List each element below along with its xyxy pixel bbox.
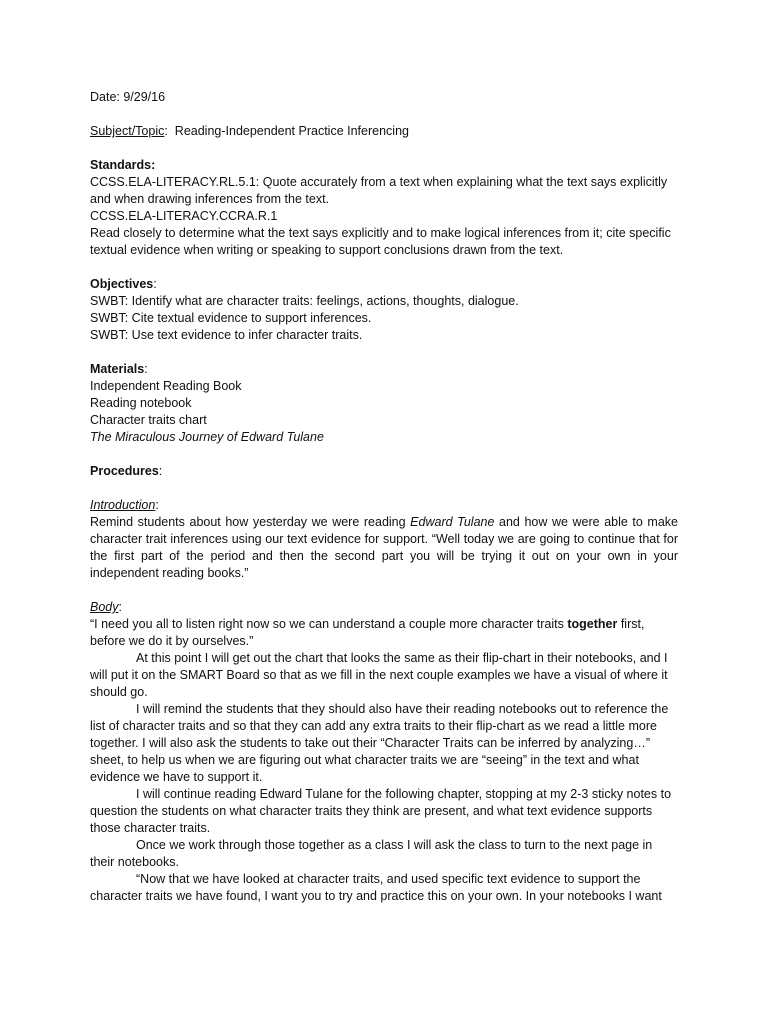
- body-paragraph: I will remind the students that they should also have their reading notebooks out to reference the list of character traits and so that they can add any extra traits to their flip-chart as we read a little more together. I will also ask the students to take out their “Character Traits can be inferred by analyzing…” sheet, to help us when we are figuring out what character traits we are “seeing” in the text and what evidence we have to support it.: [90, 702, 669, 784]
- body-label: Body: [90, 600, 119, 614]
- body-paragraph: I will continue reading Edward Tulane for the following chapter, stopping at my 2-3 sticky notes to question the students on what character traits they think are present, and what text evidence supports those character traits.: [90, 787, 672, 835]
- materials-heading: Materials: [90, 362, 145, 376]
- standards-line: CCSS.ELA-LITERACY.CCRA.R.1: [90, 209, 278, 223]
- subject-line: [90, 123, 678, 140]
- body-paragraph: “Now that we have looked at character traits, and used specific text evidence to support the character traits we have found, I want you to try and practice this on your own. In your notebooks I want: [90, 872, 662, 903]
- introduction-italic-title: Edward Tulane: [410, 515, 495, 529]
- subject-value: Reading-Independent Practice Inferencing: [167, 124, 409, 138]
- objectives-colon: :: [153, 277, 157, 291]
- material-item: Reading notebook: [90, 396, 192, 410]
- introduction-paragraph: [90, 514, 678, 582]
- body-heading-line: [90, 599, 678, 616]
- standards-heading: Standards:: [90, 158, 156, 172]
- standards-line: Read closely to determine what the text says explicitly and to make logical inferences from it; cite specific: [90, 226, 671, 240]
- body-paragraph: At this point I will get out the chart that looks the same as their flip-chart in their notebooks, and I will put it on the SMART Board so that as we fill in the next couple examples we have a visual of where it should go.: [90, 651, 668, 699]
- subject-label: Subject/Topic: [90, 124, 165, 138]
- introduction-text-before: Remind students about how yesterday we were reading: [90, 515, 411, 529]
- material-item: Character traits chart: [90, 413, 207, 427]
- body-quote-bold: together: [567, 617, 618, 631]
- standards-line: CCSS.ELA-LITERACY.RL.5.1: Quote accurately from a text when explaining what the text says explicitly: [90, 175, 668, 189]
- materials-colon: :: [144, 362, 148, 376]
- introduction-label: Introduction: [90, 498, 156, 512]
- procedures-heading: Procedures: [90, 464, 159, 478]
- body-colon: :: [118, 600, 122, 614]
- date-line: Date: 9/29/16: [90, 90, 166, 104]
- introduction-colon: :: [155, 498, 159, 512]
- body-paragraph: Once we work through those together as a class I will ask the class to turn to the next page in their notebooks.: [90, 838, 653, 869]
- objectives-heading-line: [90, 276, 678, 293]
- body-quote-after: first, before we do it by ourselves.”: [90, 617, 645, 648]
- objectives-heading: Objectives: [90, 277, 154, 291]
- material-book-title: The Miraculous Journey of Edward Tulane: [90, 430, 324, 444]
- objective-item: SWBT: Cite textual evidence to support inferences.: [90, 311, 372, 325]
- subject-colon: :: [164, 124, 168, 138]
- material-item: Independent Reading Book: [90, 379, 242, 393]
- introduction-text-after: and how we were able to make character trait inferences using our text evidence for support. “Well today we are going to continue that for the first part of the period and then the second part you will be trying it out on your own in your independent reading books.”: [90, 515, 678, 580]
- introduction-heading-line: [90, 497, 678, 514]
- standards-line: textual evidence when writing or speaking to support conclusions drawn from the text.: [90, 243, 564, 257]
- objective-item: SWBT: Identify what are character traits: feelings, actions, thoughts, dialogue.: [90, 294, 519, 308]
- body-quote: [90, 616, 678, 650]
- standards-line: and when drawing inferences from the text.: [90, 192, 330, 206]
- objective-item: SWBT: Use text evidence to infer character traits.: [90, 328, 363, 342]
- procedures-colon: :: [158, 464, 163, 478]
- procedures-heading-line: [90, 463, 678, 480]
- body-quote-before: “I need you all to listen right now so we can understand a couple more character traits: [90, 617, 568, 631]
- materials-heading-line: [90, 361, 678, 378]
